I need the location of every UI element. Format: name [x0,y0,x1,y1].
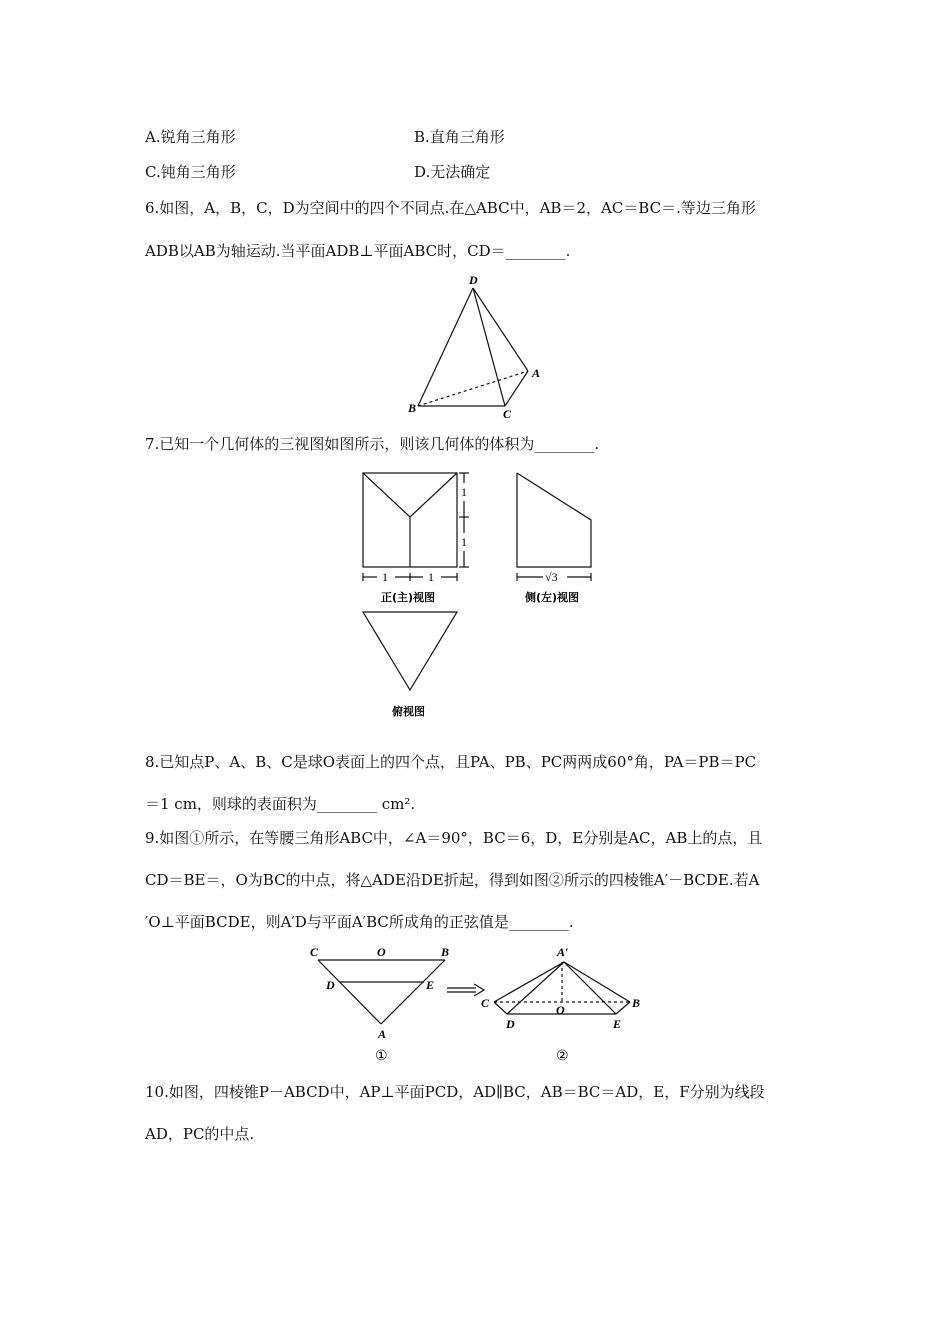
fig1-label-d: D [326,978,335,992]
q8-text-line2: ＝1 cm，则球的表面积为________ cm². [145,795,416,813]
label-a: A [532,366,541,380]
fig2-label-o: O [556,1003,565,1017]
front-view-caption: 正(主)视图 [381,591,436,604]
option-d: D.无法确定 [414,163,491,181]
label-b: B [408,401,417,415]
label-c: C [503,407,512,420]
dim-width-1a: 1 [382,570,388,584]
q9-text-line1: 9.如图①所示，在等腰三角形ABC中，∠A＝90°，BC＝6，D，E分别是AC，AB上的点，且 [145,829,763,847]
option-b: B.直角三角形 [414,128,505,146]
q9-text-line2: CD＝BE＝，O为BC的中点，将△ADE沿DE折起，得到如图②所示的四棱锥A′－BCDE.若A [145,871,760,889]
label-d: D [469,273,478,287]
q10-text-line1: 10.如图，四棱锥P－ABCD中，AP⊥平面PCD，AD∥BC，AB＝BC＝AD，E，F分别为线段 [145,1083,765,1101]
fig1-number: ① [375,1049,388,1064]
fig2-number: ② [556,1049,569,1064]
q6-text-line1: 6.如图，A，B，C，D为空间中的四个不同点.在△ABC中，AB＝2，AC＝BC＝.等边三角形 [145,199,756,217]
fig2-label-e: E [613,1017,622,1031]
option-c: C.钝角三角形 [145,163,236,181]
q10-text-line2: AD，PC的中点. [145,1125,255,1143]
q8-text-line1: 8.已知点P、A、B、C是球O表面上的四个点，且PA、PB、PC两两成60°角，PA＝PB＝PC [145,753,757,771]
fig2-label-b: B [632,996,641,1010]
dim-width-1b: 1 [428,570,434,584]
fig1-label-o: O [377,945,386,959]
dim-sqrt3: √3 [545,570,558,584]
dim-height-1b: 1 [461,535,467,549]
fig2-label-d: D [506,1017,515,1031]
side-view-caption: 侧(左)视图 [525,591,580,604]
fig1-label-b: B [441,945,450,959]
q6-tetrahedron-figure [400,270,560,420]
top-view-caption: 俯视图 [392,705,425,718]
fig1-label-e: E [426,978,435,992]
fig1-label-c: C [310,945,319,959]
q9-fold-figure [300,942,650,1067]
q6-text-line2: ADB以AB为轴运动.当平面ADB⊥平面ABC时，CD＝________. [145,242,571,260]
q7-three-views-figure [355,465,605,725]
fig2-label-a-prime: A′ [557,945,569,959]
fig1-label-a: A [378,1027,387,1041]
fig2-label-c: C [481,996,490,1010]
q9-text-line3: ′O⊥平面BCDE，则A′D与平面A′BC所成角的正弦值是________. [145,913,574,931]
q7-text-line1: 7.已知一个几何体的三视图如图所示，则该几何体的体积为________. [145,435,600,453]
option-a: A.锐角三角形 [145,128,236,146]
dim-height-1a: 1 [461,485,467,499]
